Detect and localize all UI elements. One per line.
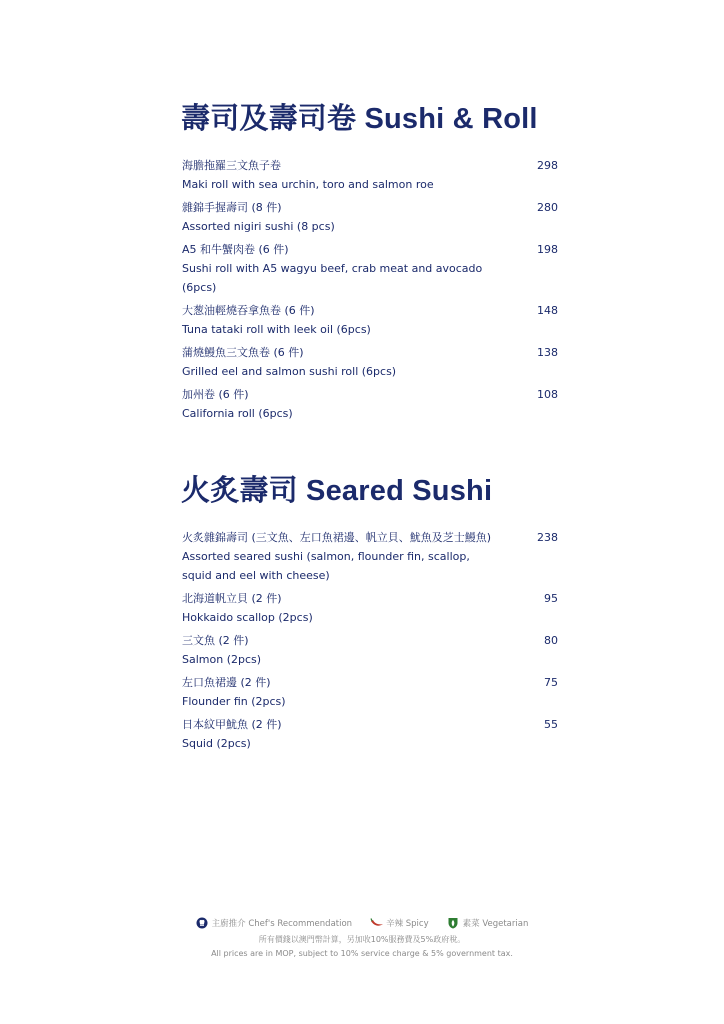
footer-note-cn: 所有價錢以澳門幣計算，另加收10%服務費及5%政府稅。: [258, 935, 466, 944]
menu-item: [182, 156, 558, 194]
item-name-cn: 海膽拖羅三文魚子卷: [182, 159, 281, 172]
menu-item: [182, 528, 558, 585]
legend-label: 素菜 Vegetarian: [462, 919, 529, 929]
item-name-en: Grilled eel and salmon sushi roll (6pcs): [182, 365, 397, 378]
item-price: 198: [537, 243, 558, 256]
item-name-en: Sushi roll with A5 wagyu beef, crab meat and avocado (6pcs): [182, 262, 483, 294]
item-price: 75: [544, 676, 558, 689]
legend: [0, 917, 724, 929]
footer-note-en: All prices are in MOP, subject to 10% service charge & 5% government tax.: [211, 949, 513, 958]
menu-item: [182, 343, 558, 381]
item-name-en: Squid (2pcs): [182, 737, 251, 750]
item-price: 298: [537, 159, 558, 172]
item-price: 138: [537, 346, 558, 359]
item-name-en: Tuna tataki roll with leek oil (6pcs): [182, 323, 371, 336]
menu-list-seared-sushi: [182, 528, 558, 757]
legend-vegetarian: [447, 917, 529, 929]
section-title-sushi-roll: 壽司及壽司卷 Sushi & Roll: [181, 103, 538, 135]
menu-item: [182, 673, 558, 711]
item-name-en: California roll (6pcs): [182, 407, 293, 420]
menu-list-sushi-roll: [182, 156, 558, 427]
legend-chef-recommendation: [196, 917, 352, 929]
item-name-en: Hokkaido scallop (2pcs): [182, 611, 313, 624]
item-name-cn: 加州卷 (6 件): [182, 388, 249, 401]
footer: [0, 917, 724, 960]
menu-item: [182, 715, 558, 753]
item-name-en: Assorted nigiri sushi (8 pcs): [182, 220, 335, 233]
legend-label: 主廚推介 Chef's Recommendation: [211, 919, 353, 929]
menu-item: [182, 240, 558, 297]
item-price: 95: [544, 592, 558, 605]
item-name-cn: 北海道帆立貝 (2 件): [182, 592, 282, 605]
item-name-cn: 日本紋甲魷魚 (2 件): [182, 718, 282, 731]
item-name-cn: 大葱油輕燒吞拿魚卷 (6 件): [182, 304, 315, 317]
legend-label: 辛辣 Spicy: [386, 919, 429, 929]
section-title-seared-sushi: 火炙壽司 Seared Sushi: [181, 475, 493, 507]
chili-icon: [370, 917, 382, 929]
chef-hat-icon: [196, 917, 208, 929]
item-name-cn: 三文魚 (2 件): [182, 634, 249, 647]
item-name-cn: A5 和牛蟹肉卷 (6 件): [182, 243, 289, 256]
leaf-icon: [447, 917, 459, 929]
item-name-cn: 雜錦手握壽司 (8 件): [182, 201, 282, 214]
menu-item: [182, 589, 558, 627]
item-price: 280: [537, 201, 558, 214]
item-name-en: Salmon (2pcs): [182, 653, 262, 666]
item-name-cn: 蒲燒鰻魚三文魚卷 (6 件): [182, 346, 304, 359]
item-price: 55: [544, 718, 558, 731]
menu-item: [182, 198, 558, 236]
item-name-en: Assorted seared sushi (salmon, flounder fin, scallop, squid and eel with cheese): [182, 550, 470, 582]
item-price: 108: [537, 388, 558, 401]
item-price: 148: [537, 304, 558, 317]
item-name-cn: 左口魚裙邊 (2 件): [182, 676, 271, 689]
item-price: 238: [537, 531, 558, 544]
item-name-en: Maki roll with sea urchin, toro and salmon roe: [182, 178, 434, 191]
item-name-en: Flounder fin (2pcs): [182, 695, 286, 708]
menu-item: [182, 385, 558, 423]
menu-item: [182, 631, 558, 669]
legend-spicy: [370, 917, 429, 929]
item-name-cn: 火炙雜錦壽司 (三文魚、左口魚裙邊、帆立貝、魷魚及芝士鰻魚): [182, 531, 492, 544]
menu-item: [182, 301, 558, 339]
item-price: 80: [544, 634, 558, 647]
